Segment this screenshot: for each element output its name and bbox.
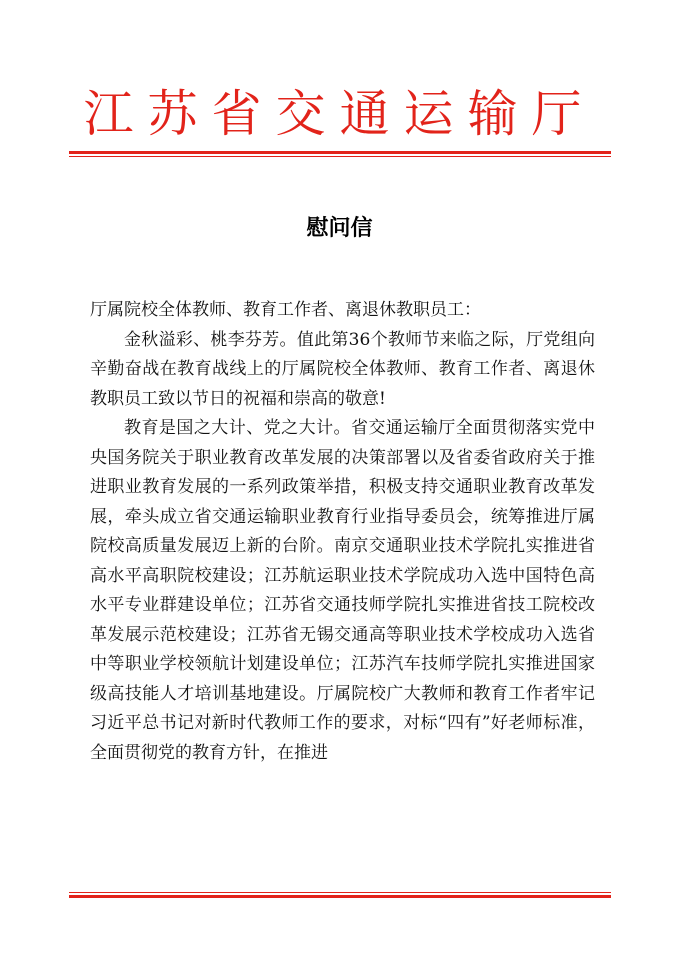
paragraph-achievements: 教育是国之大计、党之大计。省交通运输厅全面贯彻落实党中央国务院关于职业教育改革发展的决策部署以及省委省政府关于推进职业教育发展的一系列政策举措，积极支持交通职业教育改革发展，牵头成立省交通运输职业教育行业指导委员会，统筹推进厅属院校高质量发展迈上新的台阶。南京交通职业技术学院扎实推进省高水平高职院校建设；江苏航运职业技术学院成功入选中国特色高水平专业群建设单位；江苏省交通技师学院扎实推进省技工院校改革发展示范校建设；江苏省无锡交通高等职业技术学校成功入选省中等职业学校领航计划建设单位；江苏汽车技师学院扎实推进国家级高技能人才培训基地建设。厅属院校广大教师和教育工作者牢记习近平总书记对新时代教师工作的要求，对标“四有”好老师标准，全面贯彻党的教育方针，在推进 (90, 418, 595, 763)
document-title: 慰问信 (306, 215, 373, 241)
letterhead-divider-thick (69, 151, 611, 154)
salutation: 厅属院校全体教师、教育工作者、离退休教职员工： (90, 300, 481, 320)
letterhead-divider-thin (69, 156, 611, 157)
footer-divider-thick (69, 895, 611, 898)
letter-body (90, 296, 595, 768)
paragraph-greeting: 金秋溢彩、桃李芬芳。值此第36个教师节来临之际，厅党组向辛勤奋战在教育战线上的厅属院校全体教师、教育工作者、离退休教职员工致以节日的祝福和崇高的敬意! (90, 329, 595, 409)
letterhead-title: 江苏省交通运输厅 (83, 85, 596, 143)
footer-divider-thin (69, 892, 611, 893)
